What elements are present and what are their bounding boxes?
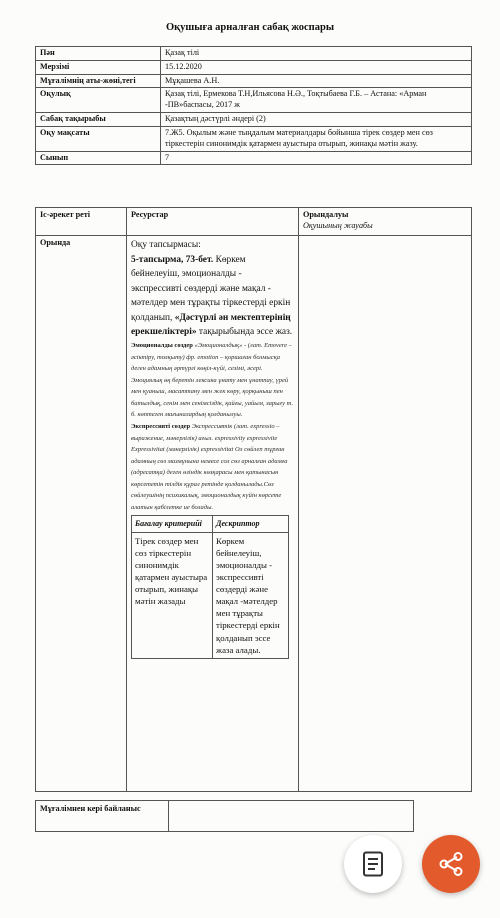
table-row bbox=[36, 236, 472, 792]
task-intro: Оқу тапсырмасы: bbox=[131, 240, 201, 250]
share-icon bbox=[437, 850, 465, 878]
info-value: 7 bbox=[161, 151, 472, 165]
table-row bbox=[132, 532, 289, 658]
info-key: Оқу мақсаты bbox=[36, 126, 161, 151]
info-value: Қазақтың дәстүрлі әндері (2) bbox=[161, 113, 472, 127]
page-title: Оқушыға арналған сабақ жоспары bbox=[165, 22, 335, 33]
info-value: Қазақ тілі bbox=[161, 47, 472, 61]
answer-cell[interactable] bbox=[299, 236, 472, 792]
info-value: Мұқашева А.Н. bbox=[161, 74, 472, 88]
document-icon bbox=[362, 851, 384, 877]
table-header-row bbox=[132, 516, 289, 532]
row-label: Орында bbox=[36, 236, 127, 792]
info-key: Оқулық bbox=[36, 88, 161, 113]
table-row bbox=[36, 88, 472, 113]
table-row bbox=[36, 60, 472, 74]
task-text: Көркем бейнелеуіш, эмоционалды - экспрессивті сөздерді және мақал - мәтелдер мен тұрақты тіркестерді еркін қолданып, bbox=[131, 254, 291, 323]
table-row bbox=[36, 151, 472, 165]
task-block bbox=[131, 238, 294, 340]
task-topic: «Дәстүрлі ән мектептерінің ерекшеліктері» bbox=[131, 312, 291, 338]
descriptor-cell: Көркем бейнелеуіш, эмоционалды - экспрессивті сөздерді және мақал -мәтелдер мен тұрақты тіркестерді еркін қолданып эссе жаза алады. bbox=[213, 532, 289, 658]
header-resources: Ресурстар bbox=[127, 208, 299, 236]
header-execution bbox=[299, 208, 472, 236]
task-text-end: тақырыбында эссе жаз. bbox=[198, 327, 293, 338]
criteria-cell: Тірек сөздер мен сөз тіркестерін синонимдік қатармен ауыстыра отырып, жинақы мәтін жазады bbox=[132, 532, 213, 658]
info-key: Мұғалімнің аты-жөні,тегі bbox=[36, 74, 161, 88]
definition-term: Экспрессивті сөздер bbox=[131, 422, 191, 430]
definition-text: Экспрессивтік (лат. expressio – выражение, мәнерлілік) ағыл. expressivity expressivite Expressivitat (мәнерлілік) expressivitat Ол сөйлеп тұрған адамның сөз мазмұнына немесе сол сөз арналған адамға (адресатқа) деген өзіндік көзқарасы мен қатынасын көрсететін тілдік құрал ретінде қолданылады.Сөз сөйлеушінің психикалық, эмоционалдық күйін көрсете алатын қабілетке ие болады. bbox=[131, 422, 288, 511]
table-row bbox=[36, 126, 472, 151]
feedback-label: Мұғалімнен кері байланыс bbox=[36, 801, 169, 832]
definition-emotional bbox=[131, 340, 294, 421]
task-number: 5-тапсырма, 73-бет. bbox=[131, 254, 214, 265]
table-row bbox=[36, 113, 472, 127]
descriptor-header: Дескриптор bbox=[213, 516, 289, 532]
reader-mode-button[interactable] bbox=[344, 835, 402, 893]
table-row bbox=[36, 74, 472, 88]
table-row bbox=[36, 47, 472, 61]
header-sequence: Іс-әрекет реті bbox=[36, 208, 127, 236]
info-value: 7.Ж5. Оқылым және тыңдалым материалдары бойынша тірек сөздер мен сөз тіркестерін синонимдік қатармен ауыстыра отырып, жинақы мәтін жазу. bbox=[161, 126, 472, 151]
definition-text: «Эмоционалдық» - (лат. Emovere – әсіктіру, толқыту) фр. emotion – қоршаған болмысқа деген адамның әртүрлі көңіл-күйі, сезімі, әсері. Эмоциялық өң беретін лексика ұнату мен ұнатпау, үрей мен қуаныш, масаттану мен жек көру, қорқыныш пен батылдық, сенім мен сенімсіздік, қайғы, уайым, зарығу т. б. көптеген мағыналардың қолданылуы. bbox=[131, 342, 293, 419]
info-key: Пән bbox=[36, 47, 161, 61]
table-header-row bbox=[36, 208, 472, 236]
info-value: 15.12.2020 bbox=[161, 60, 472, 74]
share-button[interactable] bbox=[422, 835, 480, 893]
table-row bbox=[36, 801, 414, 832]
feedback-cell[interactable] bbox=[169, 801, 414, 832]
header-execution-title: Орындалуы bbox=[303, 210, 349, 219]
info-value: Қазақ тілі, Ермекова Т.Н,Ильясова Н.Ә., Тоқтыбаева Г.Б. – Астана: «Арман -ПВ»баспасы, 2017 ж bbox=[161, 88, 472, 113]
info-table bbox=[35, 46, 472, 165]
info-key: Сынып bbox=[36, 151, 161, 165]
info-key: Мерзімі bbox=[36, 60, 161, 74]
definition-term: Эмоционалды сөздер bbox=[131, 342, 193, 350]
feedback-table bbox=[35, 800, 414, 832]
header-execution-sub: Оқушының жауабы bbox=[303, 220, 373, 230]
definition-expressive bbox=[131, 421, 294, 514]
info-key: Сабақ тақырыбы bbox=[36, 113, 161, 127]
resources-cell bbox=[127, 236, 299, 792]
criteria-header: Бағалау критерийі bbox=[132, 516, 213, 532]
lesson-table bbox=[35, 207, 472, 792]
criteria-table bbox=[131, 515, 289, 658]
